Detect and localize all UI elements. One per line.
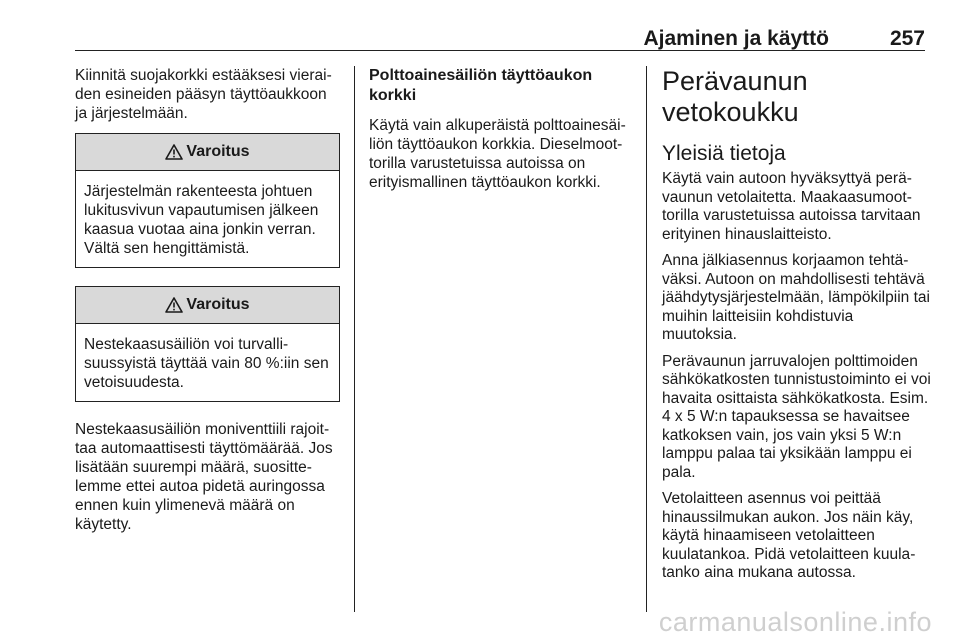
- warning-triangle-icon: [165, 144, 183, 160]
- subheading: Yleisiä tietoja: [662, 142, 786, 165]
- warning-box-2: [75, 286, 340, 402]
- page-number: 257: [889, 27, 925, 50]
- column-divider-left: [354, 66, 355, 612]
- chapter-title: Ajaminen ja käyttö: [643, 27, 829, 50]
- warning-header: [76, 287, 339, 324]
- warning-heading: Varoitus: [186, 143, 250, 160]
- warning-heading: Varoitus: [186, 296, 250, 313]
- page-header: [75, 28, 925, 51]
- section-heading: Polttoainesäiliön täyttöaukon korkki: [369, 67, 593, 104]
- paragraph: Perävaunun jarruvalojen polttimoiden sähkökatkosten tunnistustoiminto ei voi havaita osittaista sähkökatkosta. Esim. 4 x 5 W:n tapauksessa se havaitsee katkoksen vain, jos vain yksi 5 W:n lamppu palaa tai yksikään lamppu ei pala.: [662, 352, 931, 481]
- column-left: [75, 66, 340, 544]
- chapter-heading: Perävaunun vetokoukku: [662, 66, 808, 127]
- paragraph: Vetolaitteen asennus voi peittää hinaussilmukan aukon. Jos näin käy, käytä hinaamiseen vetolaitteen kuulatankoa. Pidä vetolaitteen kuulatanko aina mukana autossa.: [662, 490, 916, 581]
- warning-body: [76, 324, 339, 401]
- column-right: [662, 66, 932, 591]
- warning-header: [76, 134, 339, 171]
- column-middle: [369, 66, 634, 202]
- paragraph: Käytä vain autoon hyväksyttyä perävaunun vetolaitetta. Maakaasumoottorilla varustetuissa autoissa tarvitaan erityinen hinauslaitteisto.: [662, 170, 921, 243]
- paragraph: Anna jälkiasennus korjaamon tehtäväksi. Autoon on mahdollisesti tehtävä jäähdytysjärjestelmään, lämpökilpiin tai muihin laitteisiin kohdistuvia muutoksia.: [662, 252, 930, 343]
- warning-text: Järjestelmän rakenteesta johtuen lukitusvivun vapautumisen jälkeen kaasua vuotaa aina jonkin verran. Vältä sen hengittämistä.: [84, 183, 319, 257]
- outro-paragraph: Nestekaasusäiliön moniventtiili rajoittaa automaattisesti täyttömäärää. Jos lisätään suurempi määrä, suosittelemme ettei autoa pidetä auringossa ennen kuin ylimenevä määrä on käytetty.: [75, 421, 333, 533]
- warning-text: Nestekaasusäiliön voi turvallisuussyistä täyttää vain 80 %:iin sen vetoisuudesta.: [84, 336, 329, 391]
- warning-triangle-icon: [165, 297, 183, 313]
- warning-body: [76, 171, 339, 267]
- section-paragraph: Käytä vain alkuperäistä polttoainesäiliön täyttöaukon korkkia. Dieselmoottorilla varustetuissa autoissa on erityismallinen täyttöaukon korkki.: [369, 117, 626, 191]
- warning-box-1: [75, 133, 340, 268]
- column-divider-right: [646, 66, 647, 612]
- intro-paragraph: Kiinnitä suojakorkki estääksesi vieraiden esineiden pääsyn täyttöaukkoon ja järjestelmään.: [75, 67, 332, 122]
- watermark: carmanualsonline.info: [658, 607, 932, 637]
